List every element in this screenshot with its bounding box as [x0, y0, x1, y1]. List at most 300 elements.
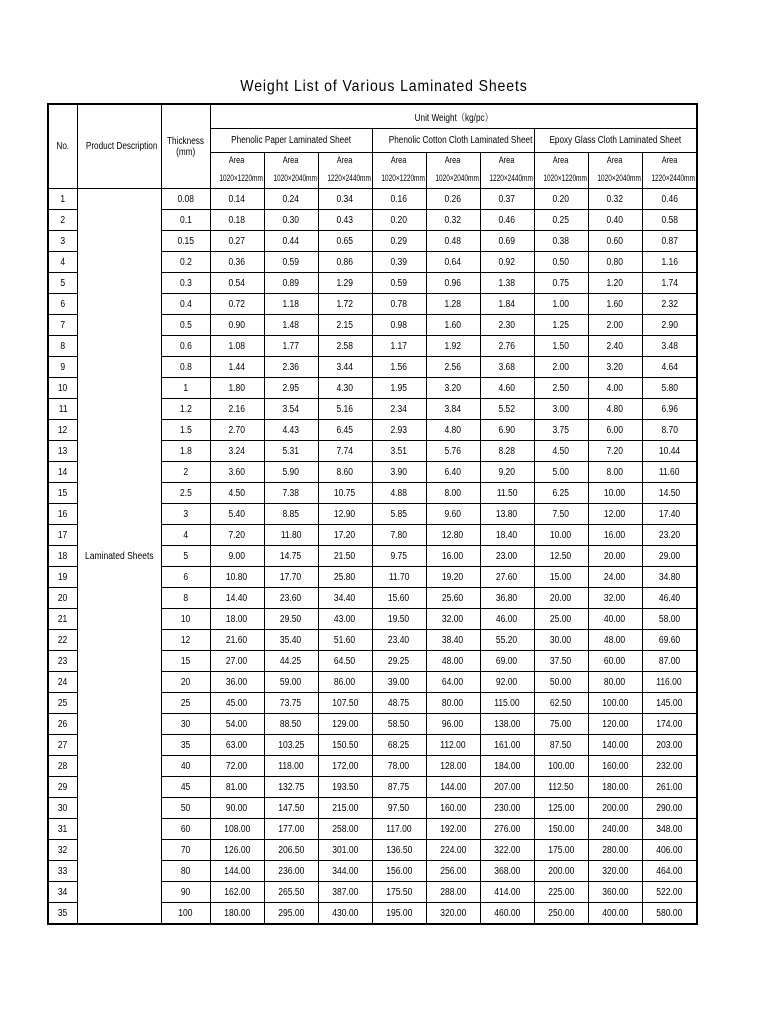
weight-cell: 250.00: [534, 903, 588, 925]
weight-cell: 6.00: [588, 420, 642, 441]
weight-cell: 1.84: [480, 294, 534, 315]
weight-cell: 0.75: [534, 273, 588, 294]
weight-cell: 0.36: [210, 252, 264, 273]
weight-cell: 3.84: [426, 399, 480, 420]
weight-cell: 180.00: [588, 777, 642, 798]
weight-cell: 1.72: [318, 294, 372, 315]
weight-cell: 7.50: [534, 504, 588, 525]
weight-cell: 129.00: [318, 714, 372, 735]
thickness-cell: 4: [161, 525, 210, 546]
row-number: 6: [48, 294, 77, 315]
thickness-cell: 100: [161, 903, 210, 925]
weight-cell: 6.40: [426, 462, 480, 483]
weight-cell: 320.00: [426, 903, 480, 925]
thickness-cell: 1.8: [161, 441, 210, 462]
thickness-cell: 1: [161, 378, 210, 399]
header-area-label: Area: [534, 153, 588, 169]
header-size-label: 1220×2440mm: [642, 168, 697, 189]
weight-cell: 8.28: [480, 441, 534, 462]
weight-cell: 132.75: [264, 777, 318, 798]
weight-cell: 8.60: [318, 462, 372, 483]
thickness-cell: 70: [161, 840, 210, 861]
header-no: No.: [48, 104, 77, 189]
weight-cell: 4.80: [426, 420, 480, 441]
weight-cell: 290.00: [642, 798, 697, 819]
weight-cell: 0.50: [534, 252, 588, 273]
weight-cell: 360.00: [588, 882, 642, 903]
weight-cell: 0.32: [588, 189, 642, 210]
weight-cell: 19.20: [426, 567, 480, 588]
weight-cell: 125.00: [534, 798, 588, 819]
weight-cell: 3.44: [318, 357, 372, 378]
weight-cell: 1.38: [480, 273, 534, 294]
thickness-cell: 0.8: [161, 357, 210, 378]
weight-cell: 0.59: [264, 252, 318, 273]
weight-cell: 37.50: [534, 651, 588, 672]
weight-cell: 0.18: [210, 210, 264, 231]
thickness-cell: 15: [161, 651, 210, 672]
page-title: Weight List of Various Laminated Sheets: [240, 78, 528, 95]
weight-cell: 387.00: [318, 882, 372, 903]
header-product-description: Product Description: [77, 104, 161, 189]
header-size-label: 1020×1220mm: [534, 168, 588, 189]
weight-cell: 0.96: [426, 273, 480, 294]
weight-cell: 8.70: [642, 420, 697, 441]
weight-cell: 0.65: [318, 231, 372, 252]
thickness-cell: 2: [161, 462, 210, 483]
weight-cell: 276.00: [480, 819, 534, 840]
weight-cell: 150.00: [534, 819, 588, 840]
weight-cell: 4.64: [642, 357, 697, 378]
weight-cell: 34.40: [318, 588, 372, 609]
weight-cell: 10.75: [318, 483, 372, 504]
weight-cell: 414.00: [480, 882, 534, 903]
weight-cell: 25.00: [534, 609, 588, 630]
weight-cell: 0.43: [318, 210, 372, 231]
weight-cell: 7.20: [588, 441, 642, 462]
weight-cell: 3.75: [534, 420, 588, 441]
weight-cell: 3.00: [534, 399, 588, 420]
weight-cell: 60.00: [588, 651, 642, 672]
weight-cell: 1.17: [372, 336, 426, 357]
thickness-cell: 20: [161, 672, 210, 693]
thickness-cell: 1.2: [161, 399, 210, 420]
row-number: 4: [48, 252, 77, 273]
row-number: 3: [48, 231, 77, 252]
weight-cell: 17.70: [264, 567, 318, 588]
header-area-label: Area: [588, 153, 642, 169]
weight-cell: 14.40: [210, 588, 264, 609]
weight-cell: 11.60: [642, 462, 697, 483]
weight-cell: 5.52: [480, 399, 534, 420]
row-number: 14: [48, 462, 77, 483]
header-size-label: 1020×2040mm: [264, 168, 318, 189]
weight-cell: 0.87: [642, 231, 697, 252]
thickness-cell: 1.5: [161, 420, 210, 441]
weight-cell: 0.90: [210, 315, 264, 336]
thickness-cell: 0.5: [161, 315, 210, 336]
weight-cell: 0.29: [372, 231, 426, 252]
weight-cell: 4.00: [588, 378, 642, 399]
weight-cell: 38.40: [426, 630, 480, 651]
weight-cell: 0.25: [534, 210, 588, 231]
weight-cell: 464.00: [642, 861, 697, 882]
weight-cell: 1.92: [426, 336, 480, 357]
weight-cell: 80.00: [588, 672, 642, 693]
weight-cell: 184.00: [480, 756, 534, 777]
weight-cell: 44.25: [264, 651, 318, 672]
weight-cell: 144.00: [426, 777, 480, 798]
weight-cell: 368.00: [480, 861, 534, 882]
weight-cell: 4.60: [480, 378, 534, 399]
weight-cell: 115.00: [480, 693, 534, 714]
header-size-label: 1020×1220mm: [210, 168, 264, 189]
header-size-label: 1020×2040mm: [588, 168, 642, 189]
weight-cell: 295.00: [264, 903, 318, 925]
weight-cell: 21.60: [210, 630, 264, 651]
weight-cell: 0.69: [480, 231, 534, 252]
weight-cell: 1.95: [372, 378, 426, 399]
weight-cell: 2.32: [642, 294, 697, 315]
weight-cell: 5.85: [372, 504, 426, 525]
weight-cell: 1.25: [534, 315, 588, 336]
weight-cell: 1.50: [534, 336, 588, 357]
weight-cell: 15.00: [534, 567, 588, 588]
row-number: 21: [48, 609, 77, 630]
weight-cell: 5.31: [264, 441, 318, 462]
weight-cell: 225.00: [534, 882, 588, 903]
weight-cell: 120.00: [588, 714, 642, 735]
weight-cell: 0.64: [426, 252, 480, 273]
row-number: 31: [48, 819, 77, 840]
weight-cell: 522.00: [642, 882, 697, 903]
weight-cell: 14.75: [264, 546, 318, 567]
weight-cell: 10.80: [210, 567, 264, 588]
row-number: 33: [48, 861, 77, 882]
weight-cell: 36.00: [210, 672, 264, 693]
weight-cell: 5.40: [210, 504, 264, 525]
header-unit-weight: Unit Weight（kg/pc）: [210, 104, 697, 129]
weight-cell: 16.00: [426, 546, 480, 567]
weight-cell: 69.00: [480, 651, 534, 672]
weight-cell: 58.50: [372, 714, 426, 735]
weight-cell: 23.00: [480, 546, 534, 567]
weight-cell: 103.25: [264, 735, 318, 756]
weight-cell: 174.00: [642, 714, 697, 735]
weight-cell: 48.00: [588, 630, 642, 651]
weight-cell: 207.00: [480, 777, 534, 798]
weight-cell: 2.15: [318, 315, 372, 336]
weight-cell: 1.60: [426, 315, 480, 336]
weight-cell: 2.56: [426, 357, 480, 378]
weight-cell: 3.20: [588, 357, 642, 378]
thickness-cell: 45: [161, 777, 210, 798]
weight-cell: 4.50: [534, 441, 588, 462]
weight-cell: 32.00: [426, 609, 480, 630]
row-number: 8: [48, 336, 77, 357]
weight-cell: 230.00: [480, 798, 534, 819]
weight-cell: 51.60: [318, 630, 372, 651]
thickness-cell: 90: [161, 882, 210, 903]
weight-cell: 0.39: [372, 252, 426, 273]
weight-cell: 97.50: [372, 798, 426, 819]
weight-cell: 1.08: [210, 336, 264, 357]
weight-cell: 0.54: [210, 273, 264, 294]
weight-cell: 5.16: [318, 399, 372, 420]
row-number: 22: [48, 630, 77, 651]
row-number: 27: [48, 735, 77, 756]
weight-cell: 16.00: [588, 525, 642, 546]
weight-cell: 156.00: [372, 861, 426, 882]
weight-cell: 54.00: [210, 714, 264, 735]
weight-cell: 81.00: [210, 777, 264, 798]
weight-cell: 172.00: [318, 756, 372, 777]
weight-cell: 29.25: [372, 651, 426, 672]
weight-cell: 50.00: [534, 672, 588, 693]
header-area-label: Area: [642, 153, 697, 169]
weight-cell: 58.00: [642, 609, 697, 630]
row-number: 29: [48, 777, 77, 798]
weight-cell: 8.00: [588, 462, 642, 483]
weight-cell: 112.50: [534, 777, 588, 798]
header-area-label: Area: [318, 153, 372, 169]
thickness-cell: 0.3: [161, 273, 210, 294]
weight-cell: 232.00: [642, 756, 697, 777]
thickness-cell: 40: [161, 756, 210, 777]
weight-cell: 75.00: [534, 714, 588, 735]
weight-cell: 27.60: [480, 567, 534, 588]
weight-cell: 2.95: [264, 378, 318, 399]
weight-cell: 11.50: [480, 483, 534, 504]
row-number: 2: [48, 210, 77, 231]
weight-cell: 35.40: [264, 630, 318, 651]
row-number: 12: [48, 420, 77, 441]
weight-cell: 195.00: [372, 903, 426, 925]
weight-cell: 145.00: [642, 693, 697, 714]
row-number: 23: [48, 651, 77, 672]
weight-cell: 18.00: [210, 609, 264, 630]
weight-cell: 136.50: [372, 840, 426, 861]
weight-cell: 161.00: [480, 735, 534, 756]
thickness-cell: 0.4: [161, 294, 210, 315]
weight-cell: 86.00: [318, 672, 372, 693]
thickness-cell: 30: [161, 714, 210, 735]
weight-cell: 322.00: [480, 840, 534, 861]
weight-cell: 180.00: [210, 903, 264, 925]
weight-cell: 0.89: [264, 273, 318, 294]
thickness-cell: 60: [161, 819, 210, 840]
weight-cell: 45.00: [210, 693, 264, 714]
weight-cell: 126.00: [210, 840, 264, 861]
weight-cell: 5.00: [534, 462, 588, 483]
weight-cell: 112.00: [426, 735, 480, 756]
table-row: [48, 189, 697, 210]
weight-cell: 7.74: [318, 441, 372, 462]
weight-cell: 0.38: [534, 231, 588, 252]
weight-cell: 206.50: [264, 840, 318, 861]
weight-cell: 430.00: [318, 903, 372, 925]
weight-cell: 12.80: [426, 525, 480, 546]
weight-cell: 288.00: [426, 882, 480, 903]
thickness-cell: 3: [161, 504, 210, 525]
weight-cell: 0.40: [588, 210, 642, 231]
weight-cell: 96.00: [426, 714, 480, 735]
thickness-cell: 0.2: [161, 252, 210, 273]
weight-cell: 7.20: [210, 525, 264, 546]
weight-cell: 11.80: [264, 525, 318, 546]
weight-cell: 5.80: [642, 378, 697, 399]
row-number: 1: [48, 189, 77, 210]
weight-cell: 460.00: [480, 903, 534, 925]
weight-cell: 301.00: [318, 840, 372, 861]
weight-cell: 20.00: [534, 588, 588, 609]
row-number: 9: [48, 357, 77, 378]
weight-cell: 0.59: [372, 273, 426, 294]
weight-cell: 177.00: [264, 819, 318, 840]
weight-cell: 2.00: [534, 357, 588, 378]
weight-cell: 320.00: [588, 861, 642, 882]
weight-cell: 580.00: [642, 903, 697, 925]
weight-cell: 17.40: [642, 504, 697, 525]
thickness-cell: 5: [161, 546, 210, 567]
row-number: 24: [48, 672, 77, 693]
weight-cell: 43.00: [318, 609, 372, 630]
weight-cell: 192.00: [426, 819, 480, 840]
weight-cell: 55.20: [480, 630, 534, 651]
weight-cell: 46.40: [642, 588, 697, 609]
weight-cell: 0.44: [264, 231, 318, 252]
weight-cell: 0.60: [588, 231, 642, 252]
weight-cell: 128.00: [426, 756, 480, 777]
row-number: 17: [48, 525, 77, 546]
weight-cell: 108.00: [210, 819, 264, 840]
header-area-label: Area: [426, 153, 480, 169]
weight-cell: 0.24: [264, 189, 318, 210]
row-number: 18: [48, 546, 77, 567]
weight-cell: 20.00: [588, 546, 642, 567]
weight-cell: 64.50: [318, 651, 372, 672]
weight-cell: 6.45: [318, 420, 372, 441]
weight-cell: 39.00: [372, 672, 426, 693]
thickness-cell: 2.5: [161, 483, 210, 504]
weight-cell: 215.00: [318, 798, 372, 819]
weight-cell: 0.48: [426, 231, 480, 252]
weight-cell: 23.20: [642, 525, 697, 546]
weight-cell: 6.25: [534, 483, 588, 504]
weight-cell: 0.30: [264, 210, 318, 231]
weight-cell: 29.50: [264, 609, 318, 630]
thickness-cell: 6: [161, 567, 210, 588]
weight-cell: 9.00: [210, 546, 264, 567]
weight-cell: 0.86: [318, 252, 372, 273]
weight-cell: 193.50: [318, 777, 372, 798]
weight-cell: 3.60: [210, 462, 264, 483]
weight-cell: 2.34: [372, 399, 426, 420]
weight-cell: 4.88: [372, 483, 426, 504]
weight-cell: 0.92: [480, 252, 534, 273]
weight-cell: 19.50: [372, 609, 426, 630]
weight-cell: 69.60: [642, 630, 697, 651]
weight-cell: 0.78: [372, 294, 426, 315]
thickness-cell: 0.08: [161, 189, 210, 210]
weight-cell: 10.00: [534, 525, 588, 546]
weight-cell: 88.50: [264, 714, 318, 735]
weight-cell: 7.38: [264, 483, 318, 504]
weight-cell: 0.20: [534, 189, 588, 210]
weight-cell: 17.20: [318, 525, 372, 546]
thickness-cell: 0.15: [161, 231, 210, 252]
row-number: 35: [48, 903, 77, 925]
weight-cell: 40.00: [588, 609, 642, 630]
weight-cell: 224.00: [426, 840, 480, 861]
weight-cell: 64.00: [426, 672, 480, 693]
row-number: 15: [48, 483, 77, 504]
weight-cell: 7.80: [372, 525, 426, 546]
weight-cell: 34.80: [642, 567, 697, 588]
thickness-cell: 80: [161, 861, 210, 882]
weight-cell: 12.50: [534, 546, 588, 567]
weight-cell: 200.00: [588, 798, 642, 819]
weight-cell: 29.00: [642, 546, 697, 567]
header-area-label: Area: [372, 153, 426, 169]
thickness-cell: 50: [161, 798, 210, 819]
header-area-label: Area: [210, 153, 264, 169]
weight-cell: 3.24: [210, 441, 264, 462]
weight-cell: 175.00: [534, 840, 588, 861]
weight-cell: 0.16: [372, 189, 426, 210]
weight-cell: 2.58: [318, 336, 372, 357]
weight-cell: 21.50: [318, 546, 372, 567]
thickness-cell: 25: [161, 693, 210, 714]
weight-cell: 1.74: [642, 273, 697, 294]
thickness-cell: 0.1: [161, 210, 210, 231]
header-group-phenolic-paper: Phenolic Paper Laminated Sheet: [210, 129, 372, 153]
weight-cell: 406.00: [642, 840, 697, 861]
weight-cell: 62.50: [534, 693, 588, 714]
weight-cell: 1.00: [534, 294, 588, 315]
weight-cell: 0.37: [480, 189, 534, 210]
weight-cell: 2.93: [372, 420, 426, 441]
weight-cell: 14.50: [642, 483, 697, 504]
weight-cell: 162.00: [210, 882, 264, 903]
header-area-label: Area: [480, 153, 534, 169]
weight-cell: 24.00: [588, 567, 642, 588]
weight-cell: 0.72: [210, 294, 264, 315]
row-number: 25: [48, 693, 77, 714]
weight-cell: 3.20: [426, 378, 480, 399]
row-number: 7: [48, 315, 77, 336]
weight-cell: 0.20: [372, 210, 426, 231]
weight-cell: 87.50: [534, 735, 588, 756]
weight-cell: 1.20: [588, 273, 642, 294]
weight-cell: 10.00: [588, 483, 642, 504]
weight-cell: 2.76: [480, 336, 534, 357]
weight-cell: 0.26: [426, 189, 480, 210]
weight-cell: 0.46: [642, 189, 697, 210]
row-number: 28: [48, 756, 77, 777]
weight-cell: 1.18: [264, 294, 318, 315]
weight-cell: 160.00: [426, 798, 480, 819]
weight-cell: 32.00: [588, 588, 642, 609]
weight-cell: 2.30: [480, 315, 534, 336]
weight-cell: 2.36: [264, 357, 318, 378]
weight-cell: 3.68: [480, 357, 534, 378]
weight-cell: 8.85: [264, 504, 318, 525]
weight-cell: 15.60: [372, 588, 426, 609]
weight-cell: 117.00: [372, 819, 426, 840]
weight-cell: 30.00: [534, 630, 588, 651]
thickness-cell: 0.6: [161, 336, 210, 357]
